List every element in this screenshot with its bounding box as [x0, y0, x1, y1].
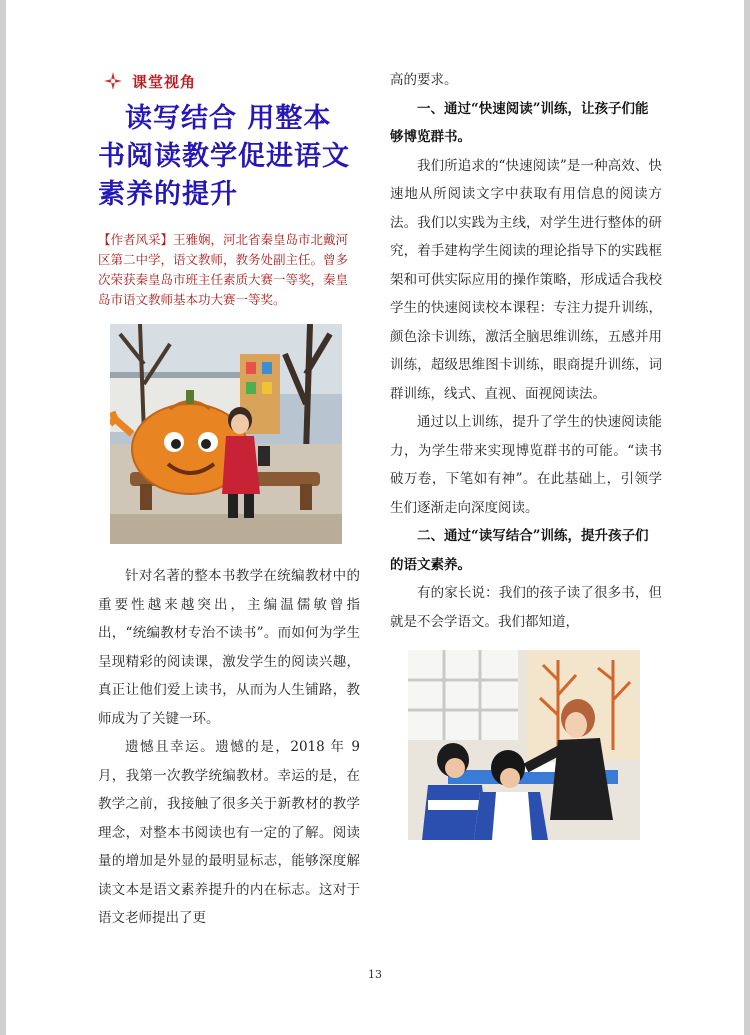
left-column	[98, 66, 360, 933]
right-continuation: 高的要求。	[390, 72, 458, 88]
left-paragraph-2: 遗憾且幸运。遗憾的是，2018 年 9 月，我第一次教学统编教材。幸运的是，在教学之前，我接触了很多关于新教材的教学理念，对整本书阅读也有一定的了解。阅读量的增加是外显的最明显标志，能够深度解读文本是语文素养提升的内在标志。这对于语文老师提出了更	[98, 739, 360, 926]
right-paragraph-2: 通过以上训练，提升了学生的快速阅读能力，为学生带来实现博览群书的可能。“读书破万卷，下笔如有神”。在此基础上，引领学生们逐渐走向深度阅读。	[390, 414, 662, 516]
section-header	[98, 66, 360, 96]
title-line-1: 读写结合 用整本	[125, 103, 332, 134]
title-line-2: 书阅读教学促进语文	[98, 141, 350, 172]
author-photo	[110, 324, 342, 544]
classroom-photo	[408, 650, 640, 840]
right-column	[390, 66, 662, 840]
red-star-icon	[104, 72, 122, 90]
right-paragraph-1: 我们所追求的“快速阅读”是一种高效、快速地从所阅读文字中获取有用信息的阅读方法。我们以实践为主线，对学生进行整体的研究，着手建构学生阅读的理论指导下的实践框架和可供实际应用的操作策略，形成适合我校学生的快速阅读校本课程：专注力提升训练，颜色涂卡训练，激活全脑思维训练，五感并用训练，超级思维图卡训练，眼商提升训练，词群训练，线式、直视、面视阅读法。	[390, 157, 662, 402]
article-title	[98, 100, 360, 214]
author-note: 【作者风采】王雅娴，河北省秦皇岛市北戴河区第二中学，语文教师，教务处副主任。曾多次荣获秦皇岛市班主任素质大赛一等奖，秦皇岛市语文教师基本功大赛一等奖。	[98, 232, 349, 307]
title-line-3: 素养的提升	[98, 179, 238, 210]
heading-1: 一、通过“快速阅读”训练，让孩子们能够博览群书。	[390, 100, 649, 145]
page-number: 13	[368, 968, 382, 981]
document-page	[6, 0, 744, 1035]
left-paragraph-1: 针对名著的整本书教学在统编教材中的重要性越来越突出，主编温儒敏曾指出，“统编教材专治不读书”。而如何为学生呈现精彩的阅读课，激发学生的阅读兴趣，真正让他们爱上读书，从而为人生铺路，教师成为了关键一环。	[98, 568, 360, 727]
heading-2: 二、通过“读写结合”训练，提升孩子们的语文素养。	[390, 528, 649, 573]
section-label: 课堂视角	[132, 72, 197, 91]
right-paragraph-3: 有的家长说：我们的孩子读了很多书，但就是不会学语文。我们都知道，	[390, 585, 662, 630]
